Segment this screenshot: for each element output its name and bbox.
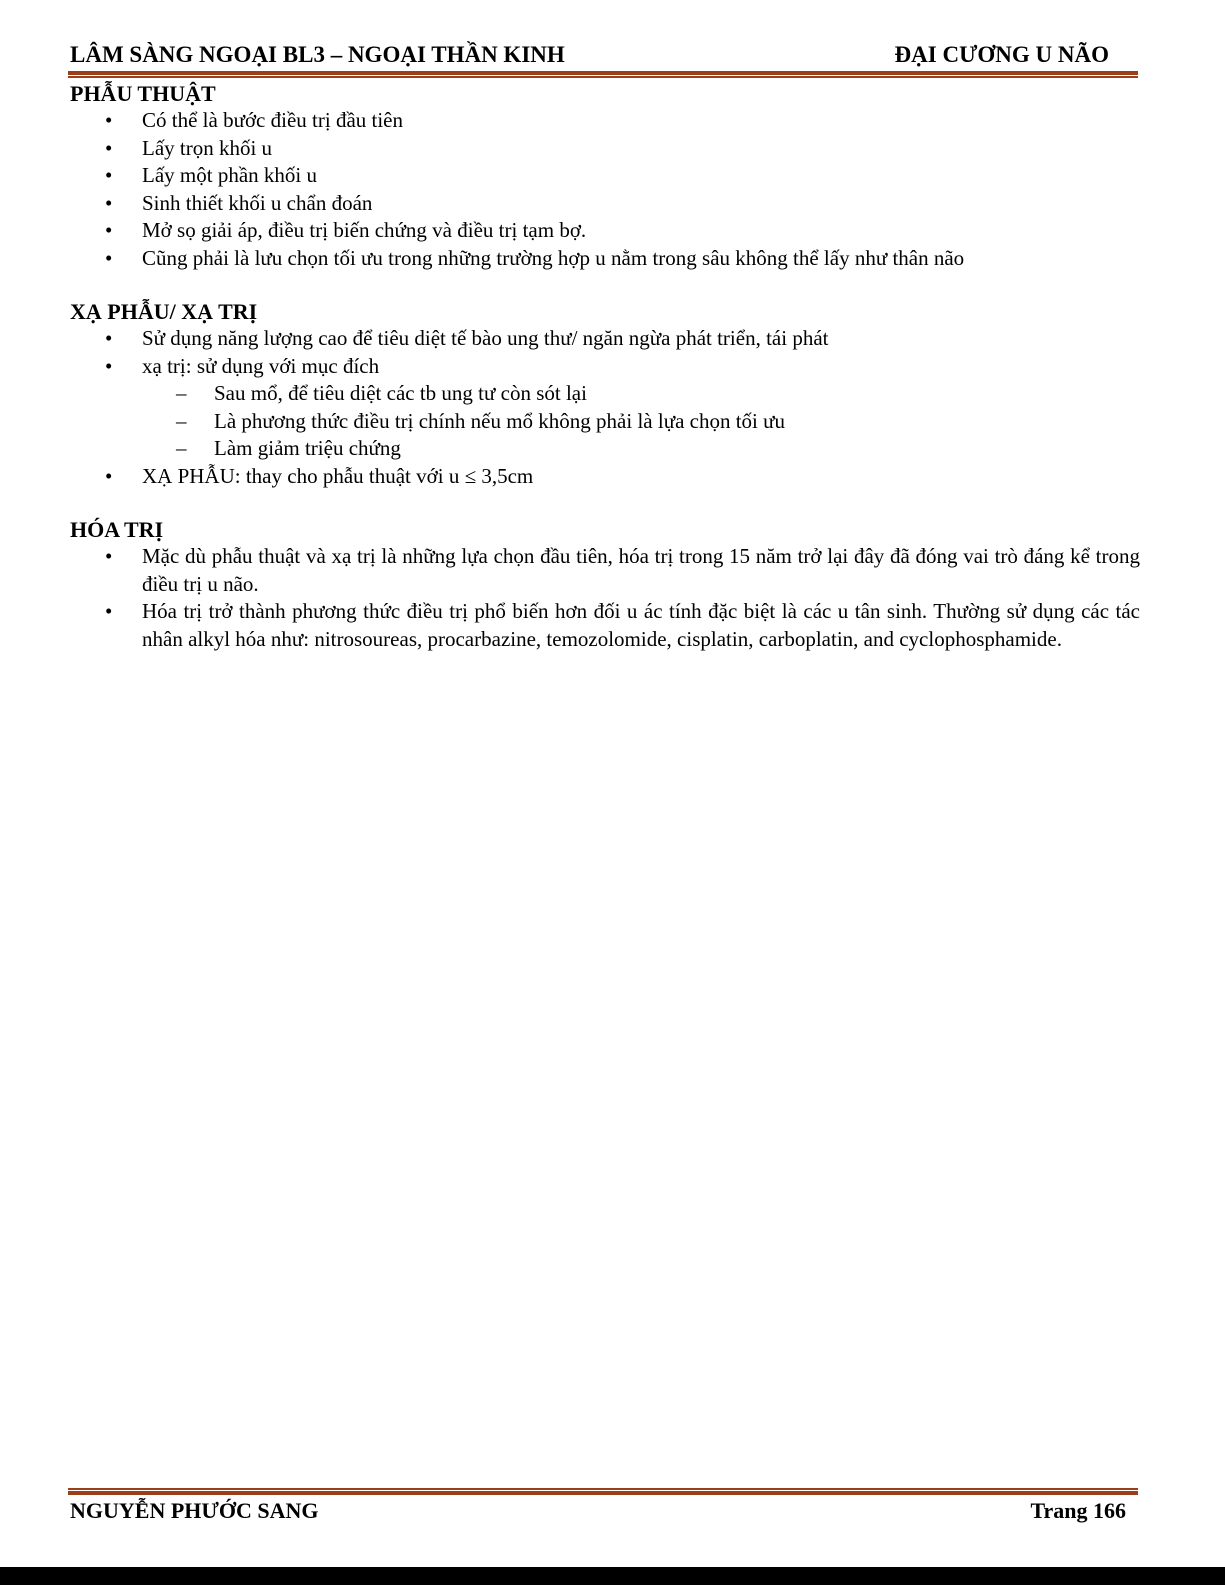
page-footer [70, 1498, 1126, 1528]
radiotherapy-list-cont [70, 463, 1140, 491]
list-item: • Hóa trị trở thành phương thức điều trị phổ biến hơn đối u ác tính đặc biệt là các u tân sinh. Thường sử dụng các tác nhân alkyl hóa như: nitrosoureas, procarbazine, temozolomide, cisplatin, carboplatin, and cyclophosphamide. [70, 598, 1140, 653]
list-item-text: xạ trị: sử dụng với mục đích [142, 353, 380, 378]
list-item: • Lấy một phần khối u [70, 162, 1140, 190]
page-number: Trang 166 [1030, 1498, 1126, 1523]
list-item: • Sinh thiết khối u chẩn đoán [70, 190, 1140, 218]
header-chapter-title: ĐẠI CƯƠNG U NÃO [894, 42, 1109, 67]
header-course-title: LÂM SÀNG NGOẠI BL3 – NGOẠI THẦN KINH [70, 42, 565, 67]
section-title-radiotherapy: XẠ PHẪU/ XẠ TRỊ [70, 299, 258, 324]
list-item: • Lấy trọn khối u [70, 135, 1140, 163]
header-rule [68, 71, 1138, 78]
page-header [70, 40, 1127, 72]
sub-list-item: – Sau mổ, để tiêu diệt các tb ung tư còn sót lại [142, 380, 1140, 408]
list-item: • Mặc dù phẫu thuật và xạ trị là những lựa chọn đầu tiên, hóa trị trong 15 năm trở lại đây đã đóng vai trò đáng kể trong điều trị u não. [70, 543, 1140, 598]
list-item: • Có thể là bước điều trị đầu tiên [70, 107, 1140, 135]
page-body [70, 80, 1140, 653]
footer-author: NGUYỄN PHƯỚC SANG [70, 1498, 319, 1523]
footer-rule [68, 1488, 1138, 1496]
list-item: • Sử dụng năng lượng cao để tiêu diệt tế bào ung thư/ ngăn ngừa phát triển, tái phát [70, 325, 1140, 353]
list-item: • XẠ PHẪU: thay cho phẫu thuật với u ≤ 3,5cm [70, 463, 1140, 491]
sub-list-item: – Làm giảm triệu chứng [142, 435, 1140, 463]
radiotherapy-list [70, 325, 1140, 380]
bottom-black-bar [0, 1567, 1225, 1585]
radiotherapy-sublist [70, 380, 1140, 463]
list-item: • Mở sọ giải áp, điều trị biến chứng và điều trị tạm bợ. [70, 217, 1140, 245]
section-title-chemotherapy: HÓA TRỊ [70, 517, 164, 542]
sub-list-item: – Là phương thức điều trị chính nếu mổ không phải là lựa chọn tối ưu [142, 408, 1140, 436]
section-surgery [70, 80, 1140, 272]
section-radiotherapy [70, 298, 1140, 490]
chemotherapy-list [70, 543, 1140, 653]
surgery-list [70, 107, 1140, 272]
section-title-surgery: PHẪU THUẬT [70, 81, 216, 106]
list-item [70, 353, 1140, 381]
list-item: • Cũng phải là lưu chọn tối ưu trong những trường hợp u nằm trong sâu không thể lấy như thân não [70, 245, 1140, 273]
section-chemotherapy [70, 516, 1140, 653]
